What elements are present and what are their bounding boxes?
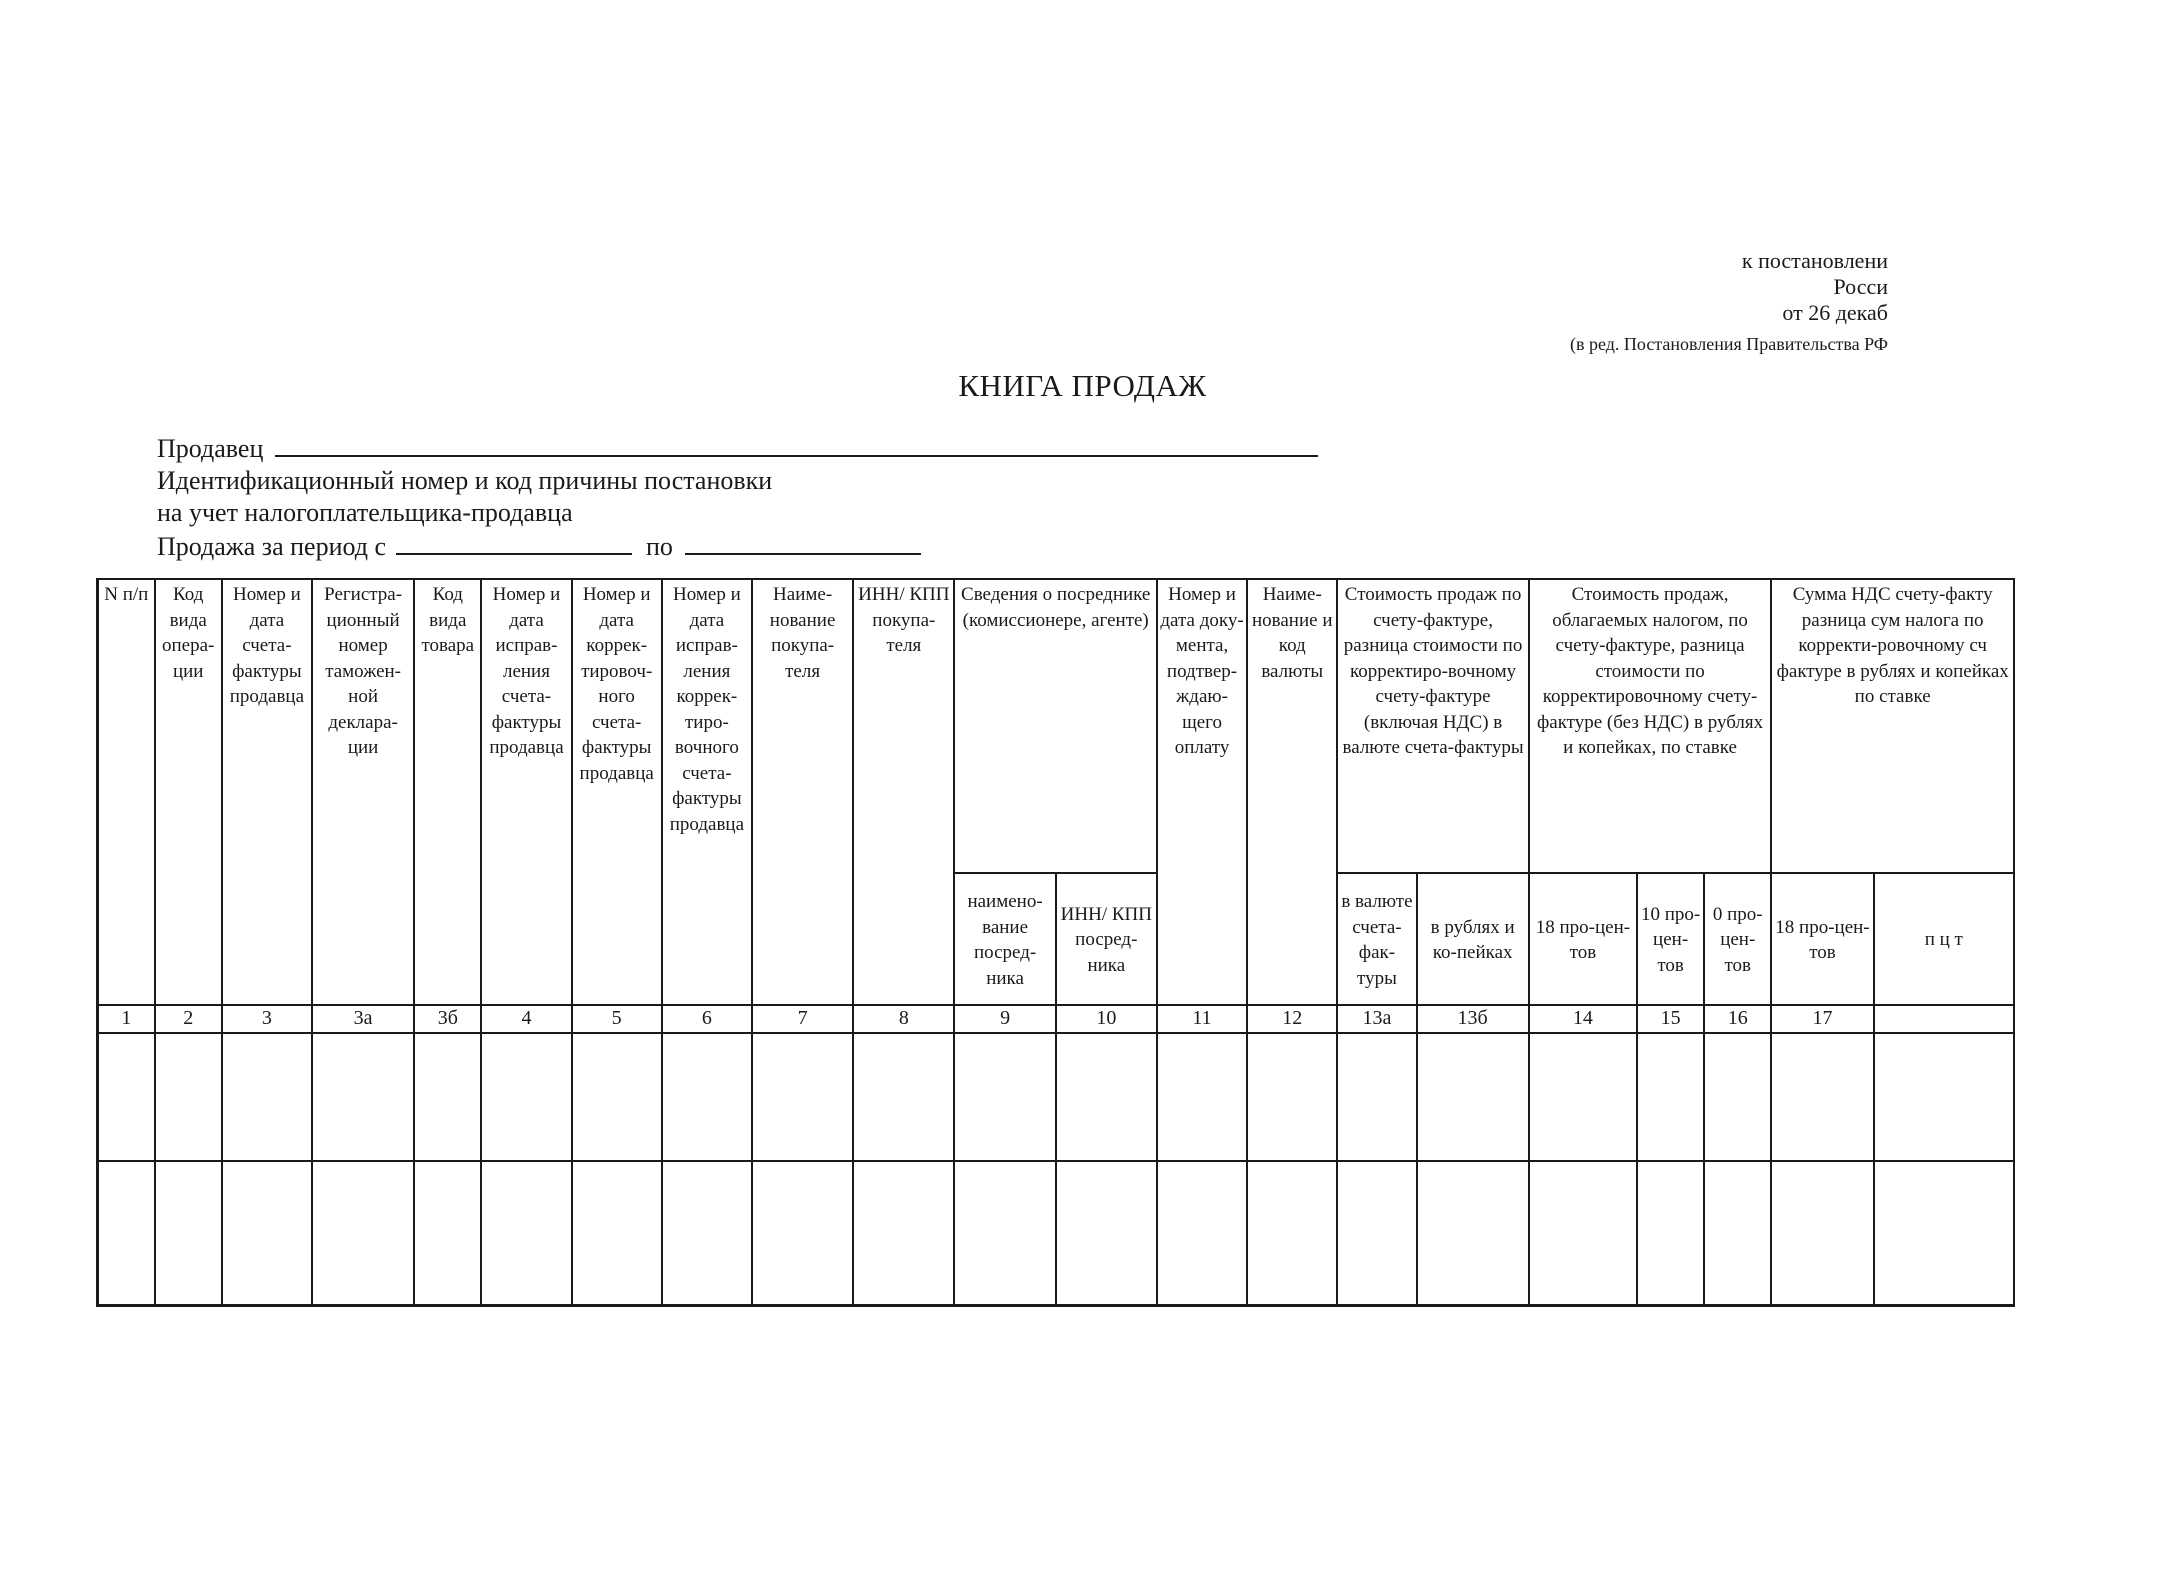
column-number: 3а	[312, 1005, 414, 1033]
table-cell[interactable]	[662, 1161, 752, 1306]
col-header-13a: в валюте счета-фак-туры	[1337, 873, 1416, 1005]
seller-label: Продавец	[157, 434, 264, 463]
table-cell[interactable]	[1874, 1161, 2014, 1306]
table-cell[interactable]	[1704, 1161, 1771, 1306]
table-row	[98, 1033, 2015, 1161]
column-number: 10	[1056, 1005, 1157, 1033]
column-number: 17	[1771, 1005, 1873, 1033]
col-header-2: Код вида опера-ции	[155, 579, 222, 1005]
col-header-9: наимено-вание посред-ника	[954, 873, 1055, 1005]
approval-note-line1: к постановлени	[1741, 248, 1888, 273]
table-cell[interactable]	[222, 1033, 312, 1161]
col-header-10: ИНН/ КПП посред-ника	[1056, 873, 1157, 1005]
col-header-intermediary: Сведения о посреднике (комиссионере, агенте)	[954, 579, 1156, 873]
col-header-3a: Регистра-ционный номер таможен-ной деклара-ции	[312, 579, 414, 1005]
col-header-13: Стоимость продаж по счету-фактуре, разница стоимости по корректиро-вочному счету-фактуре (включая НДС) в валюте счета-фактуры	[1337, 579, 1528, 873]
table-header-row	[98, 579, 2015, 873]
column-number: 9	[954, 1005, 1055, 1033]
table-cell[interactable]	[572, 1161, 662, 1306]
column-number: 2	[155, 1005, 222, 1033]
table-cell[interactable]	[98, 1161, 155, 1306]
column-number: 12	[1247, 1005, 1337, 1033]
column-number: 8	[853, 1005, 954, 1033]
col-header-3: Номер и дата счета-фактуры продавца	[222, 579, 312, 1005]
col-header-13b: в рублях и ко-пейках	[1417, 873, 1529, 1005]
column-number	[1874, 1005, 2014, 1033]
period-row	[157, 531, 921, 562]
table-cell[interactable]	[312, 1161, 414, 1306]
column-number: 1	[98, 1005, 155, 1033]
table-cell[interactable]	[1771, 1161, 1873, 1306]
table-cell[interactable]	[98, 1033, 155, 1161]
column-number-row	[98, 1005, 2015, 1033]
table-cell[interactable]	[1529, 1033, 1637, 1161]
table-cell[interactable]	[1056, 1161, 1157, 1306]
column-number: 3	[222, 1005, 312, 1033]
document-title: КНИГА ПРОДАЖ	[958, 368, 1207, 403]
seller-row	[157, 433, 1318, 464]
col-header-17: 18 про-цен-тов	[1771, 873, 1873, 1005]
period-to-label: по	[646, 532, 673, 561]
table-cell[interactable]	[155, 1161, 222, 1306]
inn-label-line2: на учет налогоплательщика-продавца	[157, 498, 573, 527]
col-header-14: 18 про-цен-тов	[1529, 873, 1637, 1005]
col-header-3b: Код вида товара	[414, 579, 481, 1005]
table-cell[interactable]	[1529, 1161, 1637, 1306]
approval-note-line3: от 26 декаб	[1782, 300, 1888, 325]
seller-field[interactable]	[275, 433, 1318, 457]
table-cell[interactable]	[155, 1033, 222, 1161]
column-number: 14	[1529, 1005, 1637, 1033]
period-from-field[interactable]	[396, 531, 632, 555]
col-header-1: N п/п	[98, 579, 155, 1005]
column-number: 11	[1157, 1005, 1247, 1033]
col-header-15: 10 про-цен-тов	[1637, 873, 1704, 1005]
table-cell[interactable]	[1157, 1161, 1247, 1306]
table-cell[interactable]	[954, 1033, 1055, 1161]
table-cell[interactable]	[1771, 1033, 1873, 1161]
table-cell[interactable]	[1337, 1033, 1416, 1161]
table-cell[interactable]	[414, 1161, 481, 1306]
col-header-11: Номер и дата доку-мента, подтвер-ждаю-щего оплату	[1157, 579, 1247, 1005]
period-label: Продажа за период с	[157, 532, 386, 561]
column-number: 13б	[1417, 1005, 1529, 1033]
col-header-16: 0 про-цен-тов	[1704, 873, 1771, 1005]
table-cell[interactable]	[481, 1161, 571, 1306]
col-header-14-16: Стоимость продаж, облагаемых налогом, по счету-фактуре, разница стоимости по корректировочному счету-фактуре (без НДС) в рублях и копейках, по ставке	[1529, 579, 1772, 873]
table-cell[interactable]	[312, 1033, 414, 1161]
table-row	[98, 1161, 2015, 1306]
table-cell[interactable]	[1247, 1161, 1337, 1306]
table-cell[interactable]	[662, 1033, 752, 1161]
table-cell[interactable]	[481, 1033, 571, 1161]
col-header-7: Наиме-нование покупа-теля	[752, 579, 853, 1005]
column-number: 5	[572, 1005, 662, 1033]
amendment-note: (в ред. Постановления Правительства РФ	[1569, 334, 1888, 354]
table-cell[interactable]	[752, 1161, 853, 1306]
period-to-field[interactable]	[685, 531, 921, 555]
table-cell[interactable]	[222, 1161, 312, 1306]
table-cell[interactable]	[1874, 1033, 2014, 1161]
col-header-6: Номер и дата исправ-ления коррек-тиро-вочного счета-фактуры продавца	[662, 579, 752, 1005]
column-number: 7	[752, 1005, 853, 1033]
column-number: 13а	[1337, 1005, 1416, 1033]
table-cell[interactable]	[1056, 1033, 1157, 1161]
table-cell[interactable]	[752, 1033, 853, 1161]
column-number: 16	[1704, 1005, 1771, 1033]
col-header-4: Номер и дата исправ-ления счета-фактуры продавца	[481, 579, 571, 1005]
approval-note-line2: Росси	[1833, 274, 1888, 299]
table-cell[interactable]	[414, 1033, 481, 1161]
column-number: 3б	[414, 1005, 481, 1033]
inn-label-line1: Идентификационный номер и код причины постановки	[157, 466, 773, 495]
col-header-17-18: Сумма НДС счету-факту разница сум налога по корректи-ровочному сч фактуре в рублях и копейках по ставке	[1771, 579, 2014, 873]
table-cell[interactable]	[853, 1161, 954, 1306]
column-number: 15	[1637, 1005, 1704, 1033]
table-cell[interactable]	[1704, 1033, 1771, 1161]
table-cell[interactable]	[1157, 1033, 1247, 1161]
col-header-18: п ц т	[1874, 873, 2014, 1005]
table-cell[interactable]	[954, 1161, 1055, 1306]
col-header-5: Номер и дата коррек-тировоч-ного счета-фактуры продавца	[572, 579, 662, 1005]
table-cell[interactable]	[1247, 1033, 1337, 1161]
table-cell[interactable]	[1637, 1033, 1704, 1161]
table-cell[interactable]	[1337, 1161, 1416, 1306]
table-cell[interactable]	[853, 1033, 954, 1161]
sales-ledger-table	[96, 578, 2015, 1307]
table-cell[interactable]	[572, 1033, 662, 1161]
table-cell[interactable]	[1637, 1161, 1704, 1306]
column-number: 4	[481, 1005, 571, 1033]
col-header-8: ИНН/ КПП покупа-теля	[853, 579, 954, 1005]
col-header-12: Наиме-нование и код валюты	[1247, 579, 1337, 1005]
column-number: 6	[662, 1005, 752, 1033]
table-cell[interactable]	[1417, 1161, 1529, 1306]
table-cell[interactable]	[1417, 1033, 1529, 1161]
